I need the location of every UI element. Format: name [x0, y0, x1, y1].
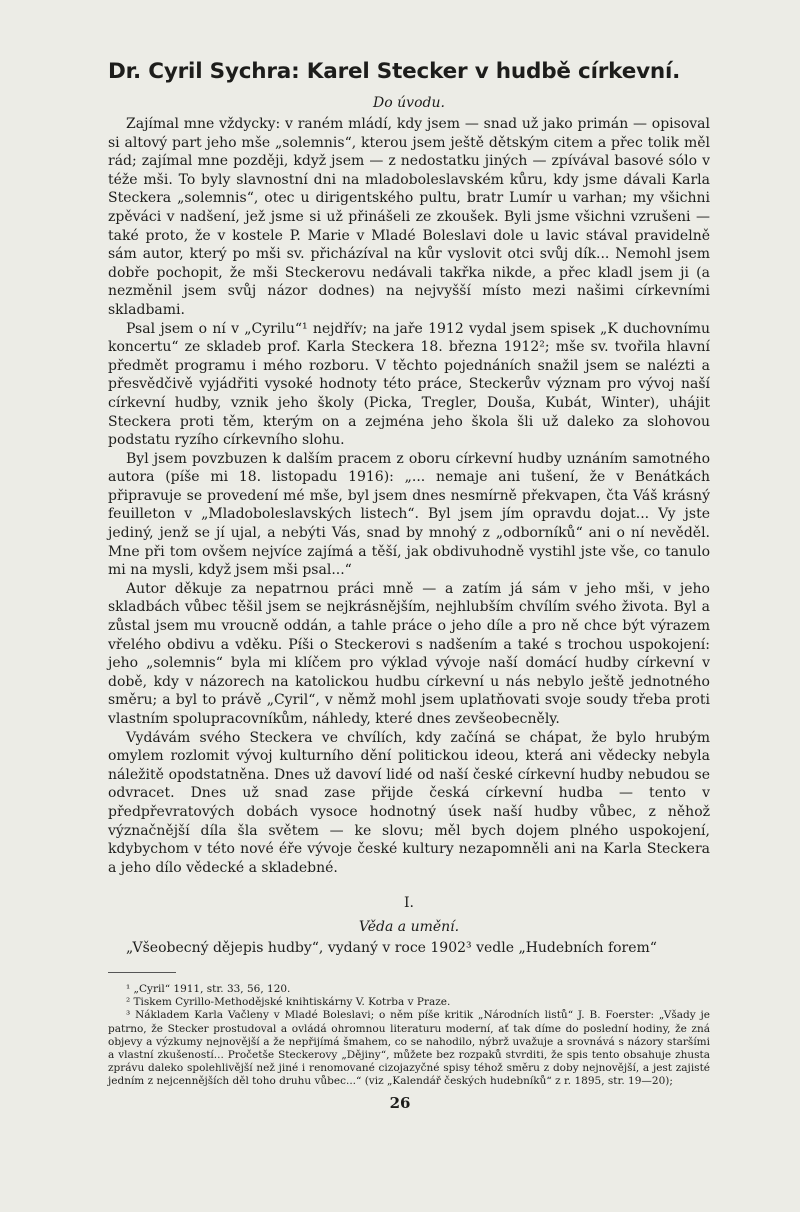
section-subtitle: Do úvodu.	[373, 95, 445, 111]
page-number: 26	[389, 1094, 411, 1112]
section-number: I.	[404, 895, 414, 912]
document-body	[108, 58, 710, 1089]
article-title: Dr. Cyril Sychra: Karel Stecker v hudbě církevní.	[108, 59, 681, 84]
paragraph: Vydávám svého Steckera ve chvílích, kdy začíná se chápat, že bylo hrubým omylem rozlomit vývoj kulturního dění politickou ideou, která ani vědecky nebyla náležitě opodstatněna. Dnes už davoví lidé od naší české církevní hudby nebudou se odvracet. Dnes už snad zase přijde česká církevní hudba — tento v předpřevratových dobách vysoce hodnotný úsek naší hudby vůbec, z něhož význačnější díla šla světem — ke slovu; měl bych dojem plného uspokojení, kdybychom v této nové éře vývoje české kultury nezapomněli ani na Karla Steckera a jeho dílo vědecké a skladebné.	[108, 729, 710, 876]
footnote: ³ Nákladem Karla Vačleny v Mladé Boleslavi; o něm píše kritik „Národních listů“ J. B. Foerster: „Všady je patrno, že Stecker prostudoval a ovládá ohromnou literaturu moderní, ať tak díme do poslední hodiny, že zná objevy a výzkumy nejnovější a že nepřijímá šmahem, co se nahodilo, nýbrž uvažuje a srovnává s názory staršími a vlastní zkušeností... Pročetše Steckerovy „Dějiny“, můžete bez rozpaků stvrditi, že spis tento obsahuje zhusta zprávu daleko spolehlivější než jiné i renomované cizojazyčné spisy téhož směru z doby nejnovější, a jest zajisté jedním z nejcennějších děl toho druhu vůbec...“ (viz „Kalendář českých hudebníků“ z r. 1895, str. 19—20);	[108, 1009, 710, 1088]
section-title: Věda a umění.	[358, 919, 460, 936]
footnote: ² Tiskem Cyrillo-Methodějské knihtiskárny V. Kotrba v Praze.	[126, 996, 451, 1009]
footnote-divider	[108, 972, 176, 973]
paragraph: Byl jsem povzbuzen k dalším pracem z oboru církevní hudby uznáním samotného autora (píše mi 18. listopadu 1916): „... nemaje ani tušení, že v Benátkách připravuje se provedení mé mše, byl jsem dnes nesmírně překvapen, čta Váš krásný feuilleton v „Mladoboleslavských listech“. Byl jsem jím opravdu dojat... Vy jste jediný, jenž se jí ujal, a nebýti Vás, snad by mnohý z „odborníků“ ani o ní nevěděl. Mne při tom ovšem nejvíce zajímá a těší, jak obdivuhodně vystihl jste vše, co tanulo mi na mysli, když jsem mši psal...“	[108, 450, 710, 579]
paragraph: Psal jsem o ní v „Cyrilu“¹ nejdřív; na jaře 1912 vydal jsem spisek „K duchovnímu koncertu“ ze skladeb prof. Karla Steckera 18. března 1912²; mše sv. tvořila hlavní předmět programu i mého rozboru. V těchto pojednáních snažil jsem se nalézti a přesvědčivě vyjádřiti vysoké hodnoty této práce, Steckerův význam pro vývoj naší církevní hudby, vznik jeho školy (Picka, Tregler, Douša, Kubát, Winter), uhájit Steckera proti těm, kterým on a zejména jeho škola šli už daleko za slohovou podstatu ryzího církevního slohu.	[108, 320, 710, 449]
footnote: ¹ „Cyril“ 1911, str. 33, 56, 120.	[126, 982, 291, 995]
paragraph: Zajímal mne vždycky: v raném mládí, kdy jsem — snad už jako primán — opisoval si altový part jeho mše „solemnis“, kterou jsem ještě dětským citem a přec tolik měl rád; zajímal mne později, když jsem — z nedostatku jiných — zpívával basové sólo v téže mši. To byly slavnostní dni na mladoboleslavském kůru, kdy jsme dávali Karla Steckera „solemnis“, otec u dirigentského pultu, bratr Lumír u varhan; my všichni zpěváci v nadšení, jež jsme si už přinášeli ze zkoušek. Byli jsme všichni vzrušeni — také proto, že v kostele P. Marie v Mladé Boleslavi dole u lavic stával pravidelně sám autor, který po mši sv. přicházíval na kůr vyslovit otci svůj dík... Nemohl jsem dobře pochopit, že mši Steckerovu nedávali takřka nikde, a přec kladl jsem ji (a nezměnil jsem svůj názor dodnes) na nejvyšší místo mezi našimi církevními skladbami.	[108, 116, 710, 318]
paragraph: Autor děkuje za nepatrnou práci mně — a zatím já sám v jeho mši, v jeho skladbách vůbec těšil jsem se nejkrásnějším, nejhlubším chvílím svého života. Byl a zůstal jsem mu vroucně oddán, a tahle práce o jeho díle a pro ně chce být výrazem vřelého obdivu a vděku. Píši o Steckerovi s nadšením a také s trochou uspokojení: jeho „solemnis“ byla mi klíčem pro výklad vývoje naší domácí hudby církevní v době, kdy v názorech na katolickou hudbu církevní u nás nebylo ještě jednotného směru; a byl to právě „Cyril“, v němž mohl jsem uplatňovati svoje soudy třeba proti vlastním spolupracovníkům, náhledy, které dnes zevšeobecněly.	[108, 580, 710, 727]
paragraph: „Všeobecný dějepis hudby“, vydaný v roce 1902³ vedle „Hudebních forem“	[126, 940, 657, 957]
